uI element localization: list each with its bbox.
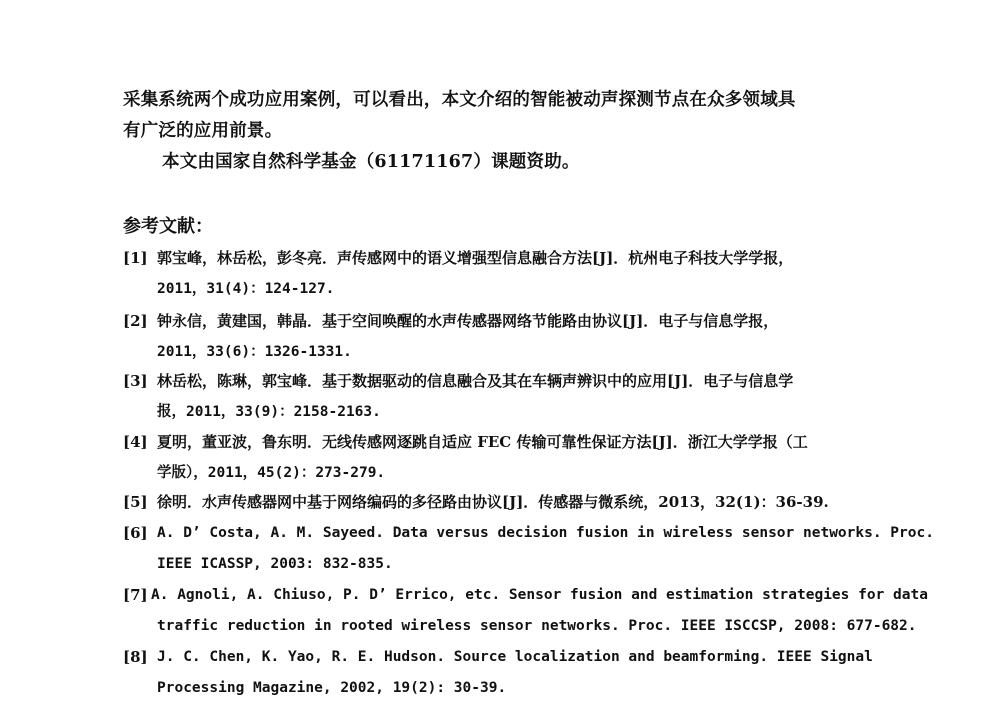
body-paragraph-line-1	[123, 83, 796, 117]
reference-line-1: J. C. Chen, K. Yao, R. E. Hudson. Source localization and beamforming. IEEE Signal	[157, 649, 873, 665]
body-text-line-1: 采集系统两个成功应用案例，可以看出，本文介绍的智能被动声探测节点在众多领域具	[123, 90, 796, 110]
funding-text: 本文由国家自然科学基金（61171167）课题资助。	[162, 152, 580, 172]
reference-line-1: 夏明，董亚波，鲁东明．无线传感网逐跳自适应 FEC 传输可靠性保证方法[J]．浙江大学学报（工	[157, 433, 808, 451]
reference-line-1: A. D’ Costa, A. M. Sayeed. Data versus decision fusion in wireless sensor networks. Proc.	[157, 525, 934, 541]
reference-line-1: 郭宝峰，林岳松，彭冬亮．声传感网中的语义增强型信息融合方法[J]．杭州电子科技大学学报，	[157, 249, 794, 267]
reference-number: [1]	[123, 249, 148, 267]
funding-paragraph	[162, 145, 580, 179]
reference-number: [6]	[123, 524, 148, 542]
reference-line-1: 徐明．水声传感器网中基于网络编码的多径路由协议[J]．传感器与微系统，2013，32(1)：36-39.	[157, 493, 829, 511]
reference-line-1: 林岳松，陈琳，郭宝峰．基于数据驱动的信息融合及其在车辆声辨识中的应用[J]．电子与信息学	[157, 372, 794, 390]
reference-number: [7]	[123, 586, 148, 604]
reference-line-1: 钟永信，黄建国，韩晶．基于空间唤醒的水声传感器网络节能路由协议[J]．电子与信息学报，	[157, 312, 779, 330]
body-paragraph-line-2	[123, 114, 282, 148]
reference-line-2: 2011，31(4)：124-127.	[157, 281, 335, 297]
reference-number: [2]	[123, 312, 148, 330]
references-heading: 参考文献：	[123, 216, 213, 237]
reference-line-1: A. Agnoli, A. Chiuso, P. D’ Errico, etc. Sensor fusion and estimation strategies for data	[151, 587, 928, 603]
reference-line-2: Processing Magazine, 2002, 19(2): 30-39.	[157, 680, 507, 696]
reference-line-2: 2011，33(6)：1326-1331.	[157, 344, 352, 360]
reference-line-2: 报，2011，33(9)：2158-2163.	[157, 404, 381, 420]
reference-line-2: IEEE ICASSP, 2003: 832-835.	[157, 556, 393, 572]
reference-line-2: traffic reduction in rooted wireless sensor networks. Proc. IEEE ISCCSP, 2008: 677-682.	[157, 618, 917, 634]
reference-number: [5]	[123, 493, 148, 511]
reference-line-2: 学版），2011，45(2)：273-279.	[157, 465, 386, 481]
reference-number: [3]	[123, 372, 148, 390]
body-text-line-2: 有广泛的应用前景。	[123, 121, 283, 141]
reference-number: [8]	[123, 648, 148, 666]
reference-number: [4]	[123, 433, 148, 451]
